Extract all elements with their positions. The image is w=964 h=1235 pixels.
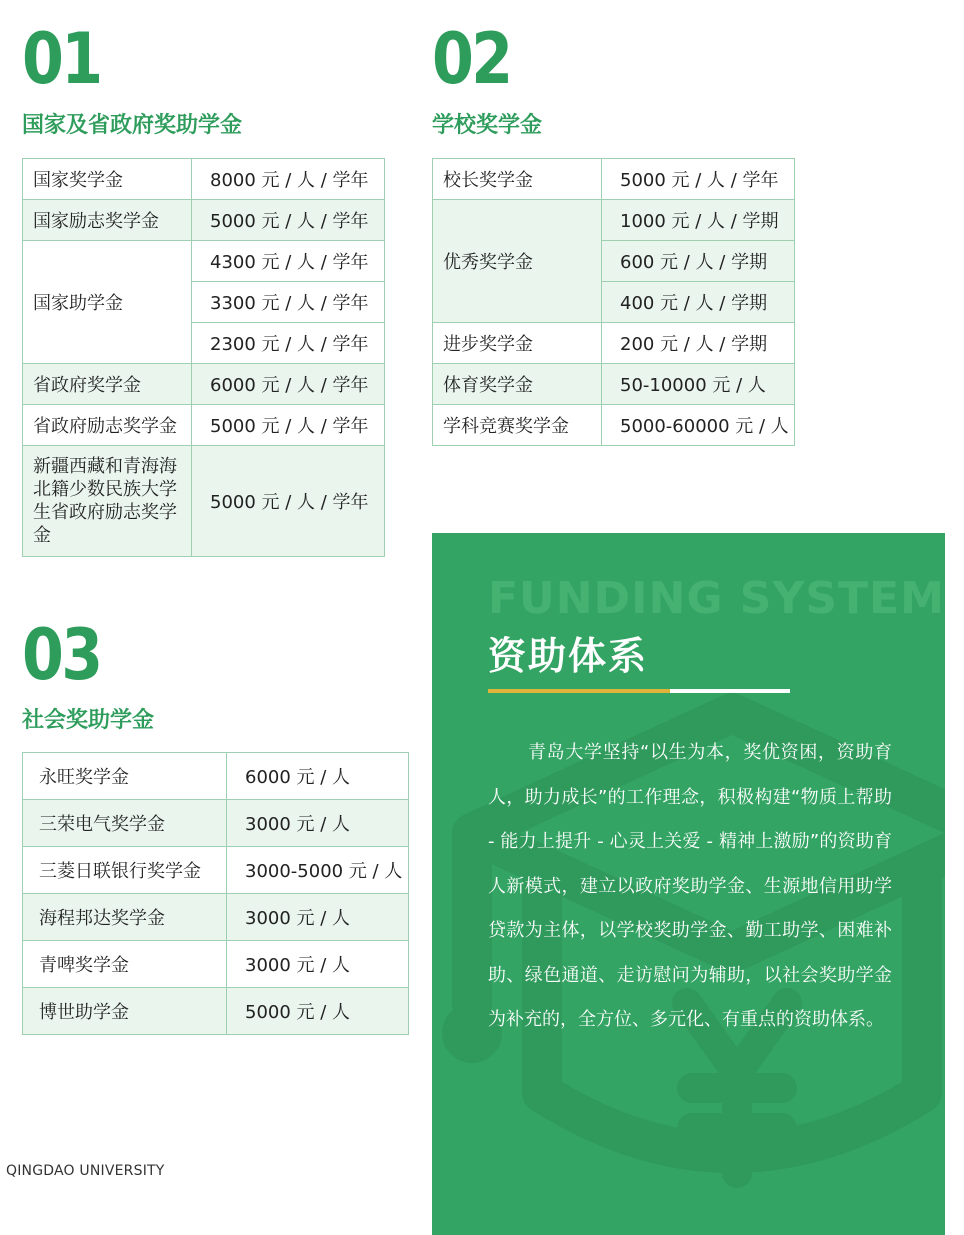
- table-row: [433, 364, 795, 405]
- scholarship-name: 国家奖学金: [23, 159, 192, 200]
- panel-background-text: FUNDING SYSTEM: [488, 573, 945, 624]
- scholarship-name: 三菱日联银行奖学金: [23, 847, 227, 894]
- scholarship-name: 青啤奖学金: [23, 941, 227, 988]
- scholarship-amount: 5000 元 / 人 / 学年: [192, 446, 385, 557]
- scholarship-amount: 5000-60000 元 / 人: [602, 405, 795, 446]
- scholarship-amount: 3000 元 / 人: [227, 894, 409, 941]
- scholarship-name: 校长奖学金: [433, 159, 602, 200]
- heading-underline-white: [670, 689, 790, 693]
- scholarship-name: 永旺奖学金: [23, 753, 227, 800]
- table-row: [23, 446, 385, 557]
- scholarship-name: 新疆西藏和青海海北籍少数民族大学生省政府励志奖学金: [23, 446, 192, 557]
- national-scholarship-table: [22, 158, 385, 557]
- table-row: [23, 847, 409, 894]
- scholarship-amount: 4300 元 / 人 / 学年: [192, 241, 385, 282]
- scholarship-amount: 5000 元 / 人 / 学年: [602, 159, 795, 200]
- table-row: [23, 988, 409, 1035]
- table-row: [23, 200, 385, 241]
- table-row: [23, 241, 385, 282]
- table-row: [433, 200, 795, 241]
- table-row: [433, 405, 795, 446]
- scholarship-amount: 6000 元 / 人 / 学年: [192, 364, 385, 405]
- panel-paragraph: 青岛大学坚持“以生为本，奖优资困，资助育人，助力成长”的工作理念，积极构建“物质上帮助 - 能力上提升 - 心灵上关爱 - 精神上激励”的资助育人新模式，建立以政府奖助学金、生源地信用助学贷款为主体，以学校奖助学金、勤工助学、困难补助、绿色通道、走访慰问为辅助，以社会奖助学金为补充的，全方位、多元化、有重点的资助体系。: [488, 742, 892, 1030]
- scholarship-name: 优秀奖学金: [433, 200, 602, 323]
- scholarship-amount: 3000-5000 元 / 人: [227, 847, 409, 894]
- scholarship-amount: 3000 元 / 人: [227, 941, 409, 988]
- university-scholarship-table: [432, 158, 795, 446]
- scholarship-amount: 5000 元 / 人 / 学年: [192, 405, 385, 446]
- table-row: [23, 941, 409, 988]
- scholarship-name: 省政府励志奖学金: [23, 405, 192, 446]
- table-row: [433, 323, 795, 364]
- scholarship-amount: 2300 元 / 人 / 学年: [192, 323, 385, 364]
- section-number-02: 02: [432, 18, 511, 100]
- scholarship-amount: 3000 元 / 人: [227, 800, 409, 847]
- panel-heading: 资助体系: [488, 634, 649, 678]
- scholarship-amount: 200 元 / 人 / 学期: [602, 323, 795, 364]
- section-number-03: 03: [22, 614, 101, 696]
- scholarship-name: 国家励志奖学金: [23, 200, 192, 241]
- scholarship-amount: 600 元 / 人 / 学期: [602, 241, 795, 282]
- scholarship-amount: 8000 元 / 人 / 学年: [192, 159, 385, 200]
- scholarship-name: 博世助学金: [23, 988, 227, 1035]
- heading-underline-gold: [488, 689, 670, 693]
- scholarship-name: 三荣电气奖学金: [23, 800, 227, 847]
- social-scholarship-table: [22, 752, 409, 1035]
- table-row: [433, 159, 795, 200]
- scholarship-name: 海程邦达奖学金: [23, 894, 227, 941]
- section-title-social: 社会奖助学金: [22, 708, 155, 733]
- scholarship-amount: 400 元 / 人 / 学期: [602, 282, 795, 323]
- scholarship-name: 学科竞赛奖学金: [433, 405, 602, 446]
- section-number-01: 01: [22, 18, 101, 100]
- table-row: [23, 800, 409, 847]
- scholarship-amount: 5000 元 / 人 / 学年: [192, 200, 385, 241]
- scholarship-name: 省政府奖学金: [23, 364, 192, 405]
- scholarship-name: 进步奖学金: [433, 323, 602, 364]
- scholarship-amount: 5000 元 / 人: [227, 988, 409, 1035]
- scholarship-amount: 1000 元 / 人 / 学期: [602, 200, 795, 241]
- table-row: [23, 894, 409, 941]
- table-row: [23, 364, 385, 405]
- scholarship-name: 国家助学金: [23, 241, 192, 364]
- scholarship-amount: 6000 元 / 人: [227, 753, 409, 800]
- table-row: [23, 753, 409, 800]
- section-title-national: 国家及省政府奖助学金: [22, 113, 243, 138]
- scholarship-name: 体育奖学金: [433, 364, 602, 405]
- footer-university-name: QINGDAO UNIVERSITY: [6, 1163, 165, 1179]
- section-title-university: 学校奖学金: [432, 113, 543, 138]
- scholarship-amount: 50-10000 元 / 人: [602, 364, 795, 405]
- scholarship-amount: 3300 元 / 人 / 学年: [192, 282, 385, 323]
- table-row: [23, 405, 385, 446]
- funding-system-panel: [432, 533, 945, 1235]
- table-row: [23, 159, 385, 200]
